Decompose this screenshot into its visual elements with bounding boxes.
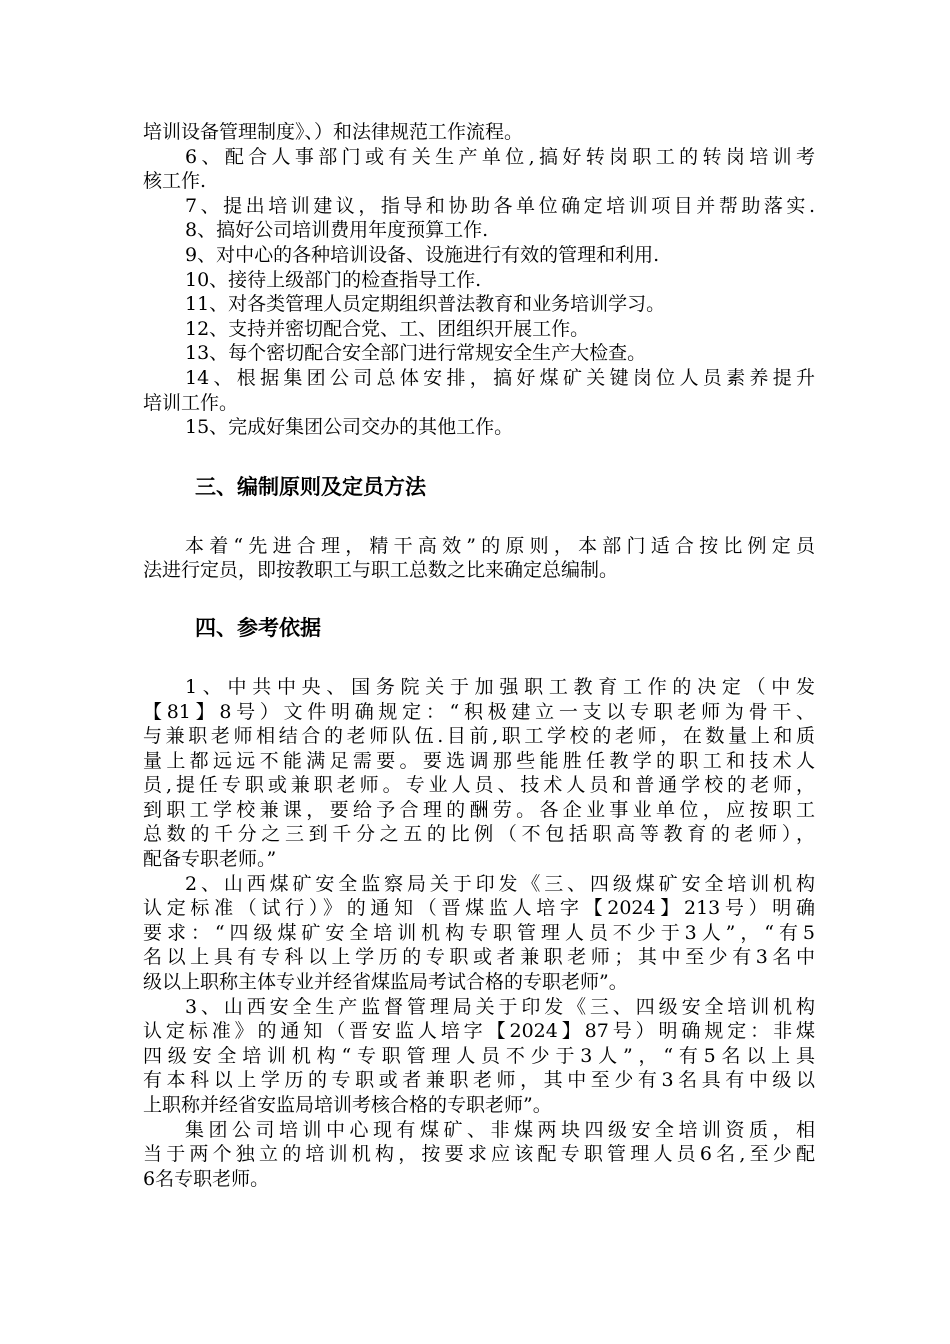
section-3-body bbox=[143, 534, 815, 583]
section-heading-3: 三、编制原则及定员方法 bbox=[195, 474, 426, 499]
duty-line: 培训工作。 bbox=[143, 391, 239, 414]
paragraph-line: 【81】8号）文件明确规定：“积极建立一支以专职老师为骨干、 bbox=[143, 700, 815, 723]
paragraph-line: 本着“先进合理，精干高效”的原则，本部门适合按比例定员 bbox=[185, 534, 815, 557]
duty-line: 12、支持并密切配合党、工、团组织开展工作。 bbox=[185, 317, 590, 340]
duty-line: 13、每个密切配合安全部门进行常规安全生产大检查。 bbox=[185, 342, 647, 365]
paragraph-line: 认定标准（试行）》的通知（晋煤监人培字【2024】213号）明确 bbox=[143, 897, 815, 920]
duty-line: 9、对中心的各种培训设备、设施进行有效的管理和利用. bbox=[185, 243, 660, 266]
paragraph-line: 当于两个独立的培训机构，按要求应该配专职管理人员6名,至少配 bbox=[143, 1143, 815, 1166]
paragraph-line: 配备专职老师。” bbox=[143, 848, 277, 871]
paragraph-line: 四级安全培训机构“专职管理人员不少于3人”，“有5名以上具 bbox=[143, 1044, 815, 1067]
section-heading-4: 四、参考依据 bbox=[195, 615, 321, 640]
paragraph-line: 量上都远远不能满足需要。要选调那些能胜任教学的职工和技术人 bbox=[143, 749, 815, 772]
duty-line: 10、接待上级部门的检查指导工作. bbox=[185, 268, 482, 291]
document-page bbox=[143, 120, 815, 1191]
duties-list bbox=[143, 120, 815, 440]
paragraph-line: 集团公司培训中心现有煤矿、非煤两块四级安全培训资质，相 bbox=[185, 1118, 815, 1141]
section-4-body bbox=[143, 675, 815, 1191]
duty-line: 8、搞好公司培训费用年度预算工作. bbox=[185, 219, 489, 242]
paragraph-line: 上职称并经省安监局培训考核合格的专职老师”。 bbox=[143, 1094, 552, 1116]
paragraph-line: 认定标准》的通知（晋安监人培字【2024】87号）明确规定：非煤 bbox=[143, 1020, 815, 1043]
paragraph-line: 6名专职老师。 bbox=[143, 1167, 270, 1190]
paragraph-line: 有本科以上学历的专职或者兼职老师，其中至少有3名具有中级以 bbox=[143, 1069, 815, 1092]
paragraph-line: 法进行定员，即按教职工与职工总数之比来确定总编制。 bbox=[143, 559, 619, 582]
paragraph-line: 员,提任专职或兼职老师。专业人员、技术人员和普通学校的老师， bbox=[143, 774, 815, 797]
duty-line: 15、完成好集团公司交办的其他工作。 bbox=[185, 416, 514, 439]
paragraph-line: 与兼职老师相结合的老师队伍.目前,职工学校的老师，在数量上和质 bbox=[143, 725, 815, 748]
duty-line: 7、提出培训建议，指导和协助各单位确定培训项目并帮助落实. bbox=[185, 194, 815, 217]
duty-line: 6、配合人事部门或有关生产单位,搞好转岗职工的转岗培训考 bbox=[185, 145, 815, 168]
paragraph-line: 要求：“四级煤矿安全培训机构专职管理人员不少于3人”，“有5 bbox=[143, 921, 815, 944]
paragraph-line: 到职工学校兼课，要给予合理的酬劳。各企业事业单位，应按职工 bbox=[143, 798, 815, 821]
duty-line: 11、对各类管理人员定期组织普法教育和业务培训学习。 bbox=[185, 293, 666, 316]
paragraph-line: 总数的千分之三到千分之五的比例（不包括职高等教育的老师）， bbox=[143, 823, 815, 846]
duty-line: 14、根据集团公司总体安排，搞好煤矿关键岗位人员素养提升 bbox=[185, 366, 815, 389]
paragraph-line: 1、中共中央、国务院关于加强职工教育工作的决定（中发 bbox=[185, 675, 815, 698]
paragraph-line: 级以上职称主体专业并经省煤监局考试合格的专职老师”。 bbox=[143, 971, 628, 994]
paragraph-line: 2、山西煤矿安全监察局关于印发《三、四级煤矿安全培训机构 bbox=[185, 872, 815, 895]
duty-line: 培训设备管理制度》、）和法律规范工作流程。 bbox=[143, 121, 524, 143]
paragraph-line: 名以上具有专科以上学历的专职或者兼职老师；其中至少有3名中 bbox=[143, 946, 815, 969]
paragraph-line: 3、山西安全生产监督管理局关于印发《三、四级安全培训机构 bbox=[185, 995, 815, 1018]
duty-line: 核工作. bbox=[143, 170, 207, 193]
